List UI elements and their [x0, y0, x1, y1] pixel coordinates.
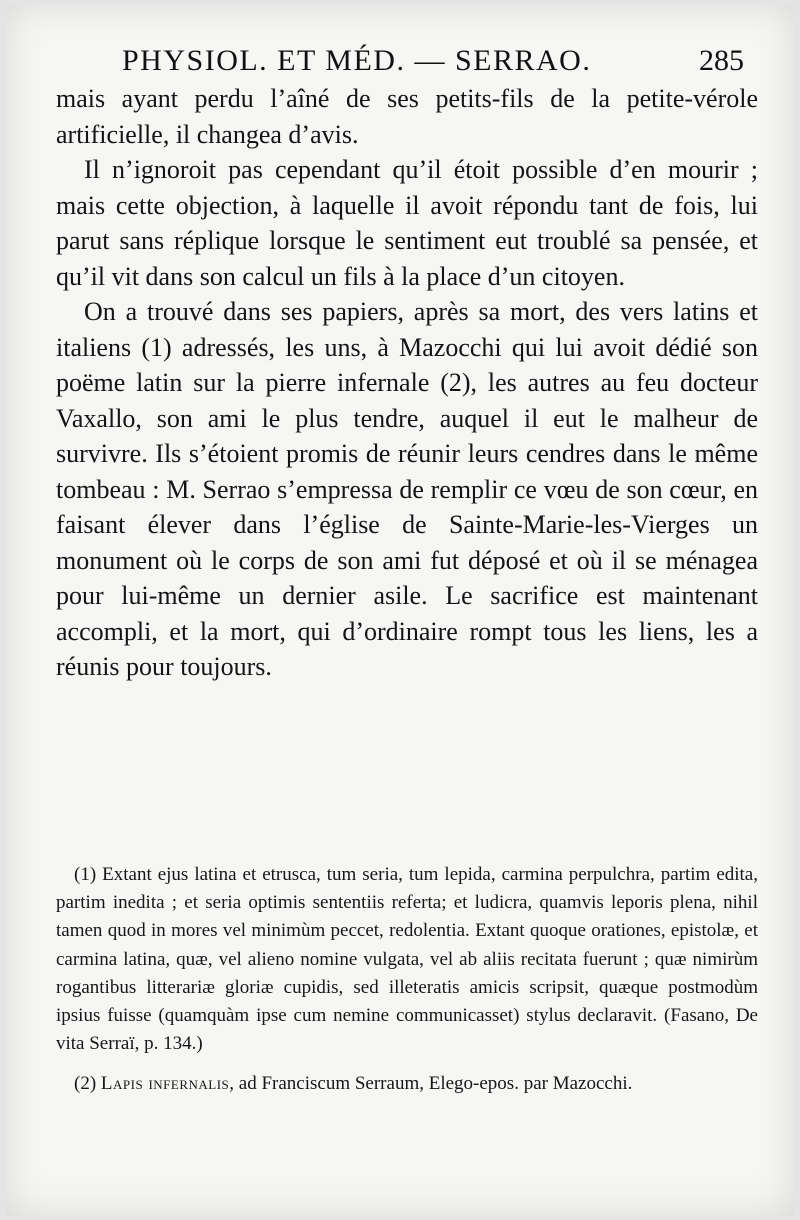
- footnote-2-title: Lapis infernalis: [100, 1073, 230, 1095]
- paragraph: On a trouvé dans ses papiers, après sa mort, des vers latins et italiens (1) adressés, les uns, à Mazocchi qui lui avoit dédié son poëme latin sur la pierre infernale (2), les autres au feu docteur Vaxallo, son ami le plus tendre, auquel il eut le malheur de survivre. Ils s’étoient promis de réunir leurs cendres dans le même tombeau : M. Serrao s’empressa de remplir ce vœu de son cœur, en faisant élever dans l’église de Sainte-Marie-les-Vierges un monument où le corps de son ami fut déposé et où il se ménagea pour lui-même un dernier asile. Le sacrifice est maintenant accompli, et la mort, qui d’ordinaire rompt tous les liens, les a réunis pour toujours.: [56, 297, 758, 681]
- main-text: [56, 81, 758, 685]
- paragraph: Il n’ignoroit pas cependant qu’il étoit possible d’en mourir ; mais cette objection, à laquelle il avoit répondu tant de fois, lui parut sans réplique lorsque le sentiment eut troublé sa pensée, et qu’il vit dans son calcul un fils à la place d’un citoyen.: [56, 155, 758, 291]
- page-number: 285: [699, 44, 744, 77]
- running-title: PHYSIOL. ET MÉD. — SERRAO.: [122, 44, 592, 77]
- paragraph-continuation: mais ayant perdu l’aîné de ses petits-fils de la petite-vérole artificielle, il changea d’avis.: [56, 84, 758, 149]
- footnotes: [56, 861, 758, 1099]
- footnote-2-number: (2): [74, 1073, 97, 1095]
- book-page: [6, 4, 794, 1216]
- footnote-1: (1) Extant ejus latina et etrusca, tum seria, tum lepida, carmina perpulchra, partim edita, partim inedita ; et seria optimis sententiis referta; et ludicra, quamvis leporis plena, nihil tamen quod in mores vel minimùm peccet, redolentia. Extant quoque orationes, epistolæ, et carmina latina, quæ, vel alieno nomine vulgata, vel ab aliis recitata fuerunt ; quæ nimirùm rogantibus litterariæ gloriæ cupidis, sed illeteratis amicis scripsit, quæque postmodùm ipsius fuisse (quamquàm ipse cum nemine communicasset) stylus declaravit. (Fasano, De vita Serraï, p. 134.): [56, 864, 758, 1055]
- footnote-2: [56, 1070, 758, 1098]
- footnote-2-text: , ad Franciscum Serraum, Elego-epos. par Mazocchi.: [229, 1073, 633, 1095]
- page-header: [122, 44, 744, 84]
